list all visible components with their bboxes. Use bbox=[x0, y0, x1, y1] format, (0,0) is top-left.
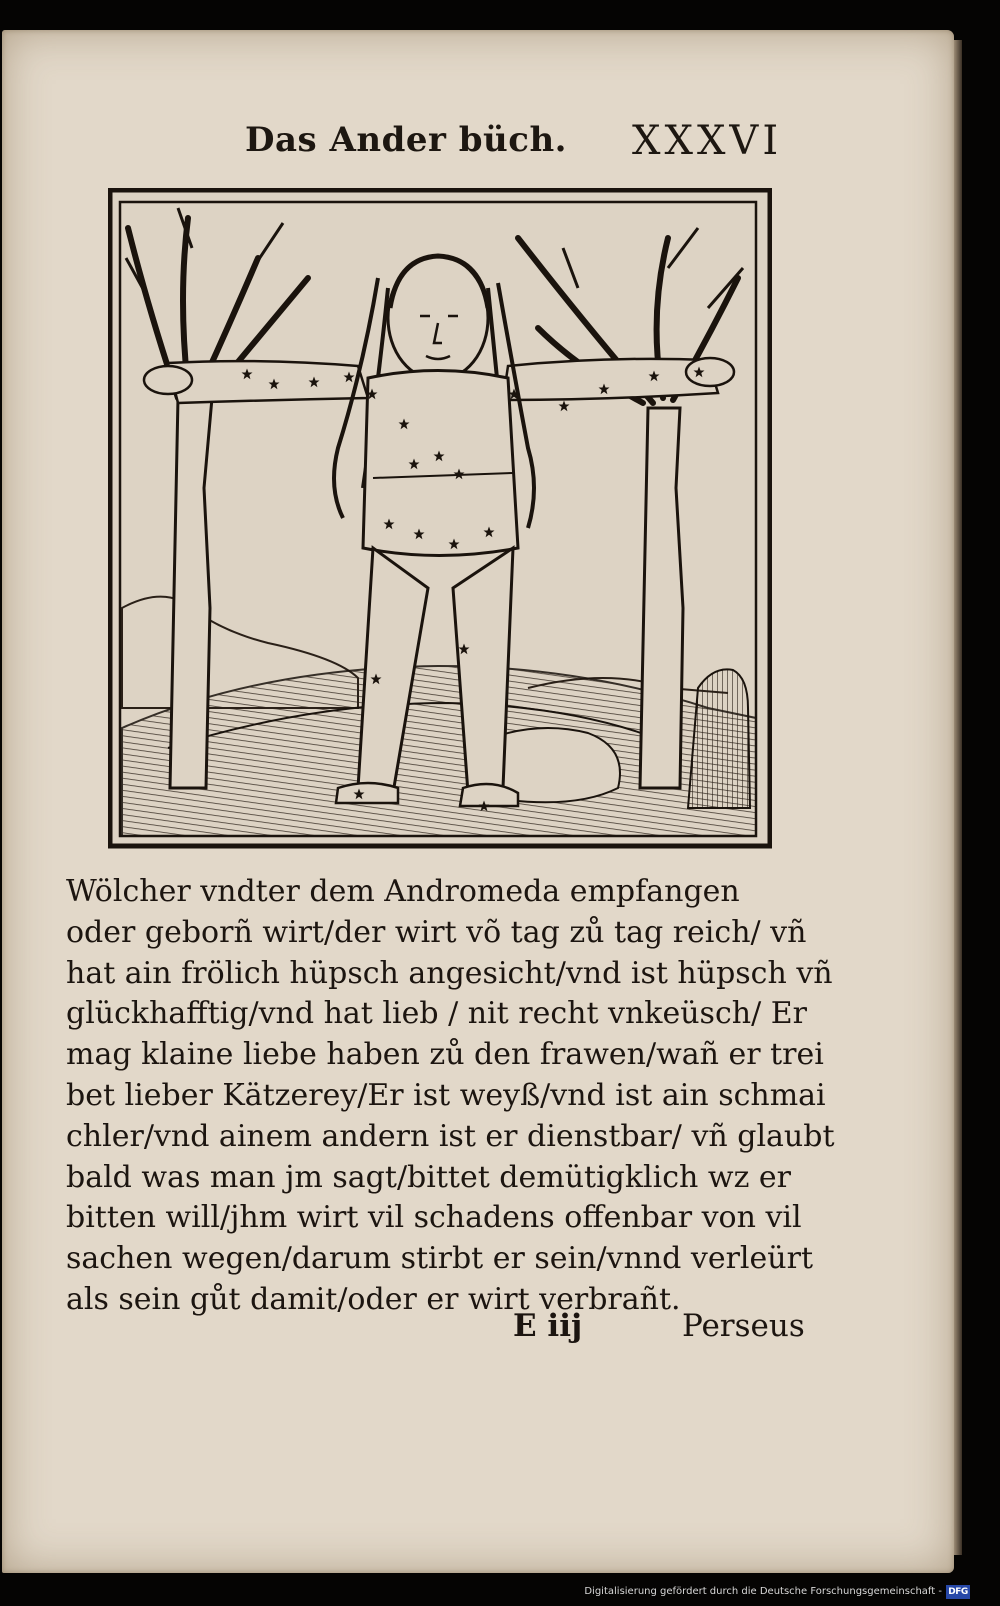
text-line: Wölcher vndter dem Andromeda empfangen bbox=[66, 874, 740, 909]
text-line: bald was man jm sagt/bittet demütigklich wz er bbox=[66, 1159, 792, 1195]
folio-number: XXXVI bbox=[632, 118, 783, 164]
text-line: sachen wegen/darum stirbt er sein/vnnd verleürt bbox=[66, 1241, 813, 1277]
running-title: Das Ander büch. bbox=[245, 120, 567, 160]
andromeda-woodcut bbox=[108, 188, 772, 850]
woodcut-illustration bbox=[108, 188, 772, 850]
text-line: hat ain frölich hüpsch angesicht/vnd ist hüpsch vñ bbox=[66, 955, 833, 991]
body-text bbox=[66, 872, 835, 1321]
text-line: chler/vnd ainem andern ist er dienstbar/ vñ glaubt bbox=[66, 1118, 835, 1154]
page-edge bbox=[954, 40, 962, 1555]
running-head bbox=[0, 120, 1000, 170]
catchword: Perseus bbox=[682, 1308, 805, 1344]
signature-mark: E iij bbox=[513, 1308, 583, 1344]
text-line: oder geborñ wirt/der wirt võ tag zů tag reich/ vñ bbox=[66, 914, 807, 950]
text-line: mag klaine liebe haben zů den frawen/wañ er trei bbox=[66, 1037, 824, 1073]
dfg-logo: DFG bbox=[946, 1585, 970, 1599]
text-line: bitten will/jhm wirt vil schadens offenbar von vil bbox=[66, 1200, 802, 1236]
digitization-credit: Digitalisierung gefördert durch die Deutsche Forschungsgemeinschaft - bbox=[584, 1586, 942, 1597]
text-line: glückhafftig/vnd hat lieb / nit recht vnkeüsch/ Er bbox=[66, 996, 807, 1032]
text-line: bet lieber Kätzerey/Er ist weyß/vnd ist ain schmai bbox=[66, 1077, 826, 1113]
text-line: als sein gůt damit/oder er wirt verbrañt. bbox=[66, 1281, 681, 1317]
